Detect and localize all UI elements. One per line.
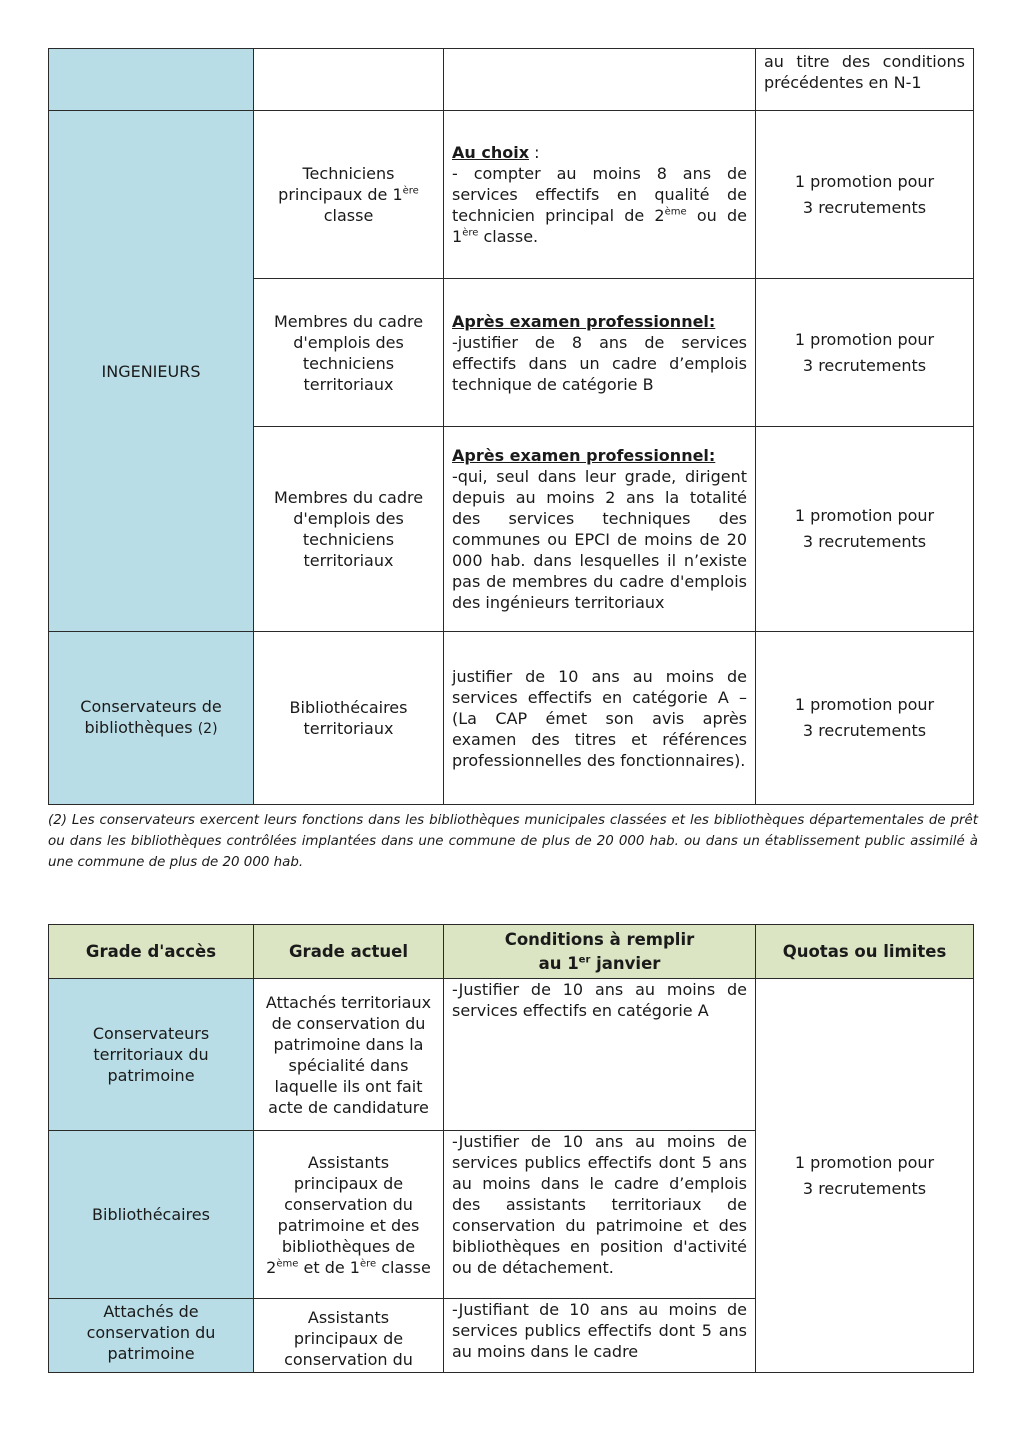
grade-acces-text: Attachés de conservation du patrimoine [86,1302,216,1363]
grade-actuel-cell [254,279,444,427]
quota-line-1: 1 promotion pour [794,506,935,525]
superscript: er [578,954,591,965]
quota-line-1: 1 promotion pour [794,1152,935,1172]
conditions-text: -justifier de 8 ans de services effectifs dans un cadre d’emplois technique de catégorie B [452,332,747,394]
table-header-row [49,925,974,979]
header-conditions-line-2-suffix: janvier [590,953,661,973]
conditions-text: -qui, seul dans leur grade, dirigent depuis au moins 2 ans la totalité des services techniques des communes ou EPCI de moins de 20 000 hab. dans lesquelles il n’existe pas de membres du cadre d'emplois des ingénieurs territoriaux [452,467,747,612]
grade-actuel-text: Assistants principaux de conservation du patrimoine et des bibliothèques de 2 [266,1152,420,1277]
header-grade-acces: Grade d'accès [49,925,254,979]
conditions-text: -Justifiant de 10 ans au moins de services publics effectifs dont 5 ans au moins dans le cadre [452,1300,747,1361]
grade-acces-cell [49,979,254,1131]
superscript: ère [402,185,419,197]
header-quota: Quotas ou limites [756,925,974,979]
grade-actuel-text: Assistants principaux de conservation du [284,1308,413,1369]
grade-actuel-text: Bibliothécaires territoriaux [289,698,408,738]
quota-line-2: 3 recrutements [802,721,927,740]
quota-line-2: 3 recrutements [802,1178,927,1198]
superscript: ère [359,1258,377,1270]
quota-line-1: 1 promotion pour [794,171,935,191]
quota-line-2: 3 recrutements [802,355,927,375]
quota-text: au titre des conditions précédentes en N-1 [764,52,965,92]
grade-actuel-cell [254,1131,444,1299]
grade-actuel-text: Techniciens principaux de 1 [278,164,403,204]
superscript: ème [276,1258,299,1270]
quota-line-1: 1 promotion pour [794,329,935,349]
grade-actuel-cell [254,49,444,111]
grade-actuel-text-part: classe [376,1257,431,1277]
grade-actuel-cell [254,632,444,805]
table-row [49,632,974,805]
conditions-text-part: ou de 1 [452,206,747,246]
quota-line-2: 3 recrutements [802,197,927,217]
grade-actuel-text-part: et de 1 [298,1257,360,1277]
grade-acces-cell [49,49,254,111]
conditions-text: - compter au moins 8 ans de services effectifs en qualité de technicien principal de 2 [452,164,747,225]
grade-acces-cell [49,1299,254,1373]
header-conditions-line-1: Conditions à remplir [504,929,695,949]
grade-actuel-cell [254,111,444,279]
superscript: ère [462,227,479,239]
grade-actuel-text: Attachés territoriaux de conservation du patrimoine dans la spécialité dans laquelle ils ont fait acte de candidature [265,992,432,1117]
table-row [49,49,974,111]
conditions-title: Au choix [452,143,530,162]
grade-acces-text: Bibliothécaires [92,1205,210,1224]
header-grade-actuel: Grade actuel [254,925,444,979]
superscript: ème [664,206,687,218]
table-row [49,979,974,1131]
footnote-ref: (2) [197,721,218,737]
conditions-text: -Justifier de 10 ans au moins de services effectifs en catégorie A [452,980,747,1020]
conditions-cell [444,279,756,427]
quota-line-1: 1 promotion pour [794,695,935,714]
conditions-title-suffix: : [529,143,540,162]
conditions-cell [444,632,756,805]
grade-acces-cell [49,632,254,805]
conditions-cell [444,1131,756,1299]
grade-actuel-text-suffix: classe [323,206,374,225]
table-row [49,111,974,279]
header-conditions-line-2: au 1 [538,953,579,973]
conditions-text: justifier de 10 ans au moins de services effectifs en catégorie A – (La CAP émet son avis après examen des titres et références professionnelles des fonctionnaires). [452,666,747,770]
grade-acces-text: Conservateurs de bibliothèques [80,697,222,737]
grade-actuel-text: Membres du cadre d'emplois des techniciens territoriaux [273,311,424,394]
footnote: (2) Les conservateurs exercent leurs fonctions dans les bibliothèques municipales classées et les bibliothèques départementales de prêt ou dans les bibliothèques contrôlées implantées dans une commune de plus de 20 000 hab. ou dans un établissement public assimilé à une commune de plus de 20 000 hab. [48,813,978,870]
header-conditions [444,925,756,979]
quota-line-2: 3 recrutements [802,532,927,551]
conditions-title: Après examen professionnel: [452,311,716,331]
quota-cell [756,49,974,111]
grade-actuel-cell [254,979,444,1131]
grade-acces-text: INGENIEURS [101,361,201,381]
grade-acces-text: Conservateurs territoriaux du patrimoine [92,1024,210,1085]
conditions-text-part: classe. [478,227,539,246]
quota-cell [756,111,974,279]
conditions-cell [444,427,756,632]
conditions-cell [444,49,756,111]
conditions-title: Après examen professionnel: [452,446,716,465]
grade-acces-cell [49,1131,254,1299]
conditions-cell [444,979,756,1131]
conditions-cell [444,111,756,279]
quota-cell [756,632,974,805]
grade-actuel-cell [254,1299,444,1373]
promotion-table-1 [48,48,974,805]
quota-cell [756,279,974,427]
promotion-table-2 [48,924,974,1373]
grade-acces-cell [49,111,254,632]
quota-cell [756,979,974,1373]
grade-actuel-text: Membres du cadre d'emplois des techniciens territoriaux [273,488,424,570]
quota-cell [756,427,974,632]
conditions-cell [444,1299,756,1373]
grade-actuel-cell [254,427,444,632]
conditions-text: -Justifier de 10 ans au moins de services publics effectifs dont 5 ans au moins dans le cadre d’emplois des assistants territoriaux de conservation du patrimoine et des bibliothèques en position d'activité ou de détachement. [452,1132,747,1277]
